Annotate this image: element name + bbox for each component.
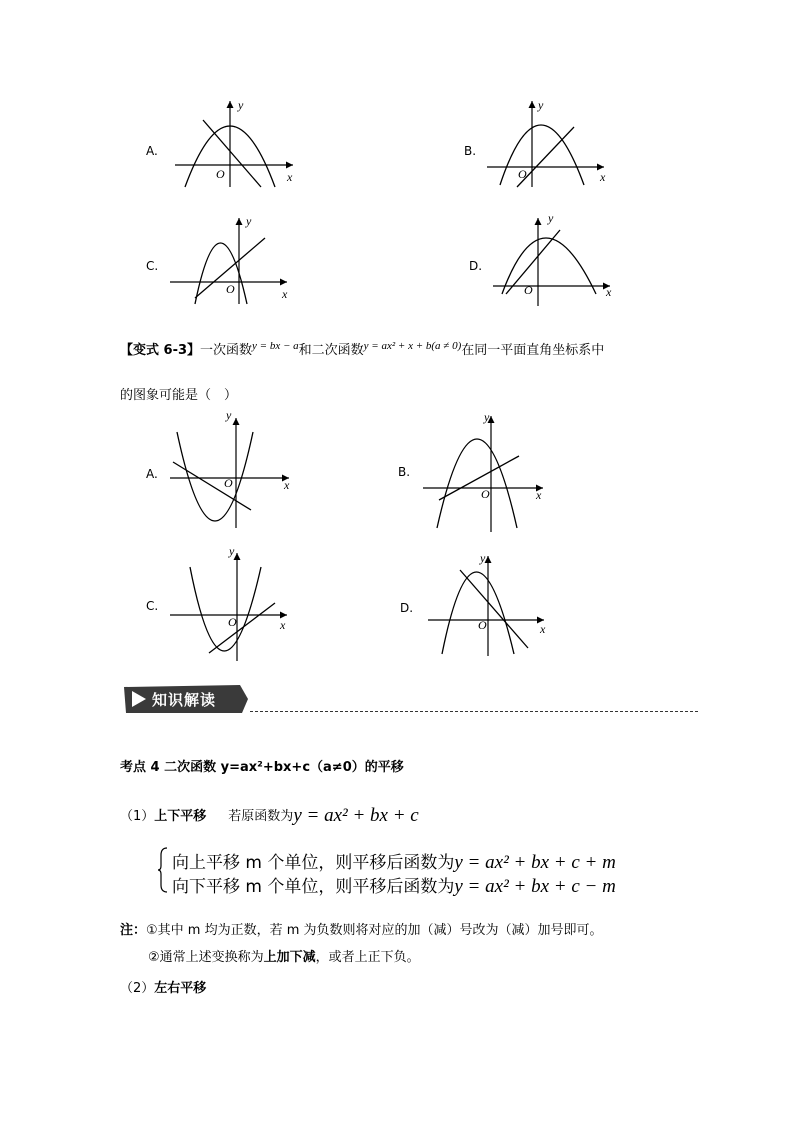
- y-axis-label: y: [484, 410, 490, 424]
- note-2-post: ，或者上正下负。: [315, 950, 420, 965]
- option-a-label: A.: [146, 467, 158, 481]
- parabola: [177, 432, 253, 521]
- x-axis-label: x: [606, 285, 612, 299]
- case-up: [172, 848, 616, 874]
- graph-bottom-d: [420, 550, 555, 660]
- graph-top-b: [482, 95, 617, 190]
- section-title: 考点 4 二次函数 y=ax²+bx+c（a≠0）的平移: [120, 760, 404, 775]
- note-2-pre: ②通常上述变换称为: [148, 950, 264, 965]
- case-down: [172, 872, 616, 898]
- x-axis-label: x: [280, 618, 286, 632]
- case-brace: [158, 847, 168, 893]
- option-c-label: C.: [146, 259, 159, 273]
- origin-label: O: [216, 167, 225, 181]
- case-up-text: 向上平移 m 个单位，则平移后函数为: [172, 853, 455, 873]
- quadratic-function: y = ax² + x + b(a ≠ 0): [363, 340, 462, 352]
- item-1-desc: 若原函数为: [228, 809, 294, 824]
- origin-label: O: [518, 167, 527, 181]
- option-c-label: C.: [146, 599, 159, 613]
- y-axis-label: y: [480, 551, 486, 565]
- x-axis-label: x: [284, 478, 290, 492]
- note-2-bold: 上加下减: [263, 950, 316, 965]
- y-axis-label: y: [246, 214, 252, 228]
- section-divider: [250, 711, 698, 712]
- line: [460, 570, 528, 648]
- line: [506, 230, 560, 294]
- case-up-formula: y = ax² + bx + c + m: [454, 852, 616, 873]
- note-1-text: ①其中 m 均为正数，若 m 为负数则将对应的加（减）号改为（减）加号即可。: [146, 923, 603, 938]
- case-down-text: 向下平移 m 个单位，则平移后函数为: [172, 877, 455, 897]
- exercise-line-2: 的图象可能是（ ）: [120, 388, 238, 403]
- line: [203, 120, 261, 187]
- parabola: [190, 567, 261, 651]
- x-axis-label: x: [540, 622, 546, 636]
- item-1-num: （1）: [120, 809, 155, 824]
- y-axis-label: y: [538, 98, 544, 112]
- note-2: [148, 946, 420, 965]
- option-b-label: B.: [398, 465, 411, 479]
- item-2-title: 左右平移: [154, 981, 207, 996]
- y-axis-label: y: [548, 211, 554, 225]
- exercise-text-1: 一次函数: [200, 343, 253, 358]
- exercise-line-1: [120, 339, 604, 358]
- parabola: [442, 572, 514, 654]
- exercise-text-3: 在同一平面直角坐标系中: [461, 343, 605, 358]
- item-2-num: （2）: [120, 981, 155, 996]
- option-b-label: B.: [464, 144, 477, 158]
- graph-top-d: [488, 212, 623, 307]
- origin-label: O: [228, 615, 237, 629]
- line: [209, 603, 275, 653]
- x-axis-label: x: [287, 170, 293, 184]
- x-axis-label: x: [536, 488, 542, 502]
- parabola: [437, 439, 517, 528]
- item-1-formula: y = ax² + bx + c: [293, 805, 419, 826]
- case-down-formula: y = ax² + bx + c − m: [454, 876, 616, 897]
- item-1: [120, 804, 419, 826]
- item-2: [120, 977, 206, 996]
- y-axis-label: y: [226, 408, 232, 422]
- note-label: 注：: [120, 923, 147, 938]
- item-1-title: 上下平移: [154, 809, 207, 824]
- parabola: [500, 125, 584, 185]
- option-a-label: A.: [146, 144, 158, 158]
- origin-label: O: [524, 283, 533, 297]
- exercise-tag: 【变式 6-3】: [120, 343, 201, 358]
- origin-label: O: [481, 487, 490, 501]
- origin-label: O: [478, 618, 487, 632]
- graph-bottom-a: [165, 410, 305, 530]
- option-d-label: D.: [400, 601, 414, 615]
- linear-function: y = bx − a: [252, 340, 299, 352]
- y-axis-label: y: [229, 544, 235, 558]
- note-1: [120, 919, 603, 938]
- graph-bottom-b: [415, 410, 555, 535]
- graph-bottom-c: [165, 545, 305, 665]
- exercise-text-2: 和二次函数: [298, 343, 364, 358]
- option-d-label: D.: [469, 259, 483, 273]
- origin-label: O: [224, 476, 233, 490]
- banner-label: 知识解读: [152, 691, 217, 709]
- x-axis-label: x: [282, 287, 288, 301]
- y-axis-label: y: [238, 98, 244, 112]
- x-axis-label: x: [600, 170, 606, 184]
- origin-label: O: [226, 282, 235, 296]
- graph-top-a: [165, 95, 300, 190]
